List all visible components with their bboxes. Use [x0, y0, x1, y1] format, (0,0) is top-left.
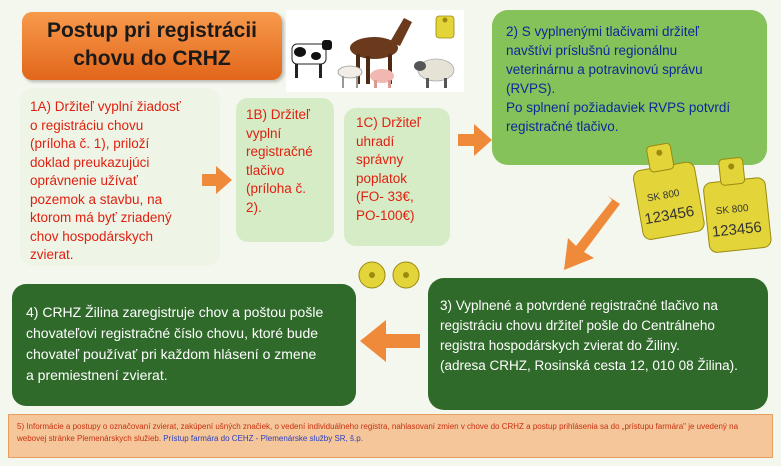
- step-1b-text-line: 1B) Držiteľ: [246, 107, 310, 122]
- step-1c-text-line: 1C) Držiteľ: [356, 115, 421, 130]
- pig-icon: [370, 69, 394, 88]
- step-2-text-line: navštívi príslušnú regionálnu: [506, 43, 678, 58]
- step-2-text-line: 2) S vyplnenými tlačivami držiteľ: [506, 24, 699, 39]
- step-2-text-line: registračné tlačivo.: [506, 119, 619, 134]
- step-1c-text-line: uhradí: [356, 133, 395, 149]
- step-1c-box: [344, 108, 450, 246]
- step-4-box: [12, 284, 356, 406]
- step-1a-text-line: (príloha č. 1), priloží: [30, 136, 150, 151]
- step-1c-text-line: správny: [356, 152, 404, 167]
- ear-tag-icon: [701, 155, 772, 253]
- step-2-text-line: veterinárnu a potravinovú správu: [506, 62, 703, 77]
- step-4-text-line: chovateľovi registračné číslo chovu, ktoré bude: [26, 325, 319, 341]
- step-1b-text-line: tlačivo: [246, 162, 285, 178]
- svg-text:123456: 123456: [643, 202, 696, 229]
- step-1a-text-line: ktorom má byť zriadený: [30, 210, 172, 225]
- step-3-text-line: registra hospodárskych zvierat do Žiliny.: [440, 338, 680, 353]
- step-3-text-line: (adresa CRHZ, Rosinská cesta 12, 010 08 Žilina).: [440, 358, 738, 373]
- sheep-icon: [414, 59, 454, 88]
- step-1b-text-line: (príloha č.: [246, 181, 307, 196]
- step-3-box: [428, 278, 768, 410]
- round-tags-image: [356, 254, 426, 296]
- ear-tag-icon: [628, 142, 705, 241]
- page-title: [22, 12, 282, 80]
- farm-animals-image: [286, 10, 464, 92]
- step-4-text-line: 4) CRHZ Žilina zaregistruje chov a poštou pošle: [26, 304, 324, 320]
- step-1a-box: [20, 88, 220, 266]
- step-1a-text-line: o registráciu chovu: [30, 117, 144, 133]
- step-2-text-line: Po splnení požiadaviek RVPS potvrdí: [506, 100, 731, 115]
- step-1c-text-line: (FO- 33€,: [356, 189, 414, 204]
- step-1a-text-line: doklad preukazujúci: [30, 154, 150, 170]
- footer-info: [8, 414, 773, 458]
- arrow-left-icon: [360, 320, 420, 362]
- svg-text:123456: 123456: [711, 218, 763, 241]
- step-1c-text-line: PO-100€): [356, 207, 415, 223]
- farmer-access-link[interactable]: Prístup farmára do CEHZ - Plemenárske služby SR, š.p.: [163, 434, 363, 443]
- step-1b-text-line: 2).: [246, 199, 262, 215]
- svg-text:SK 800: SK 800: [646, 187, 681, 205]
- ear-tag-small-icon: [436, 16, 454, 38]
- step-2-text-line: (RVPS).: [506, 81, 556, 96]
- step-1a-text-line: 1A) Držiteľ vyplní žiadosť: [30, 99, 181, 114]
- arrow-right-icon: [202, 166, 232, 194]
- step-3-text-line: registráciu chovu držiteľ pošle do Centrálneho: [440, 318, 715, 333]
- title-line-2: chovu do CRHZ: [73, 47, 231, 70]
- step-1b-text-line: vyplní: [246, 125, 282, 141]
- step-4-text-line: chovateľ používať pri každom hlásení o zmene: [26, 346, 317, 362]
- step-1a-text-line: pozemok a stavbu, na: [30, 191, 163, 207]
- ear-tags-image: [628, 142, 776, 266]
- title-line-1: Postup pri registrácii: [46, 19, 258, 42]
- step-3-text-line: 3) Vyplnené a potvrdené registračné tlačivo na: [440, 298, 718, 313]
- cow-icon: [292, 40, 332, 78]
- arrow-right-icon: [458, 124, 492, 156]
- footer-line-1: 5) Informácie a postupy o označovaní zvierat, zakúpení ušných značiek, o vedení individuálneho registra, nahlasovaní zmien v chove do CRHZ a postup prihlásenia sa do „prístupu farmára" je uvedený na: [17, 422, 739, 431]
- footer-line-2: [17, 433, 764, 445]
- arrow-down-left-icon: [560, 196, 620, 270]
- step-1a-text-line: oprávnenie užívať: [30, 173, 138, 188]
- footer-text: webovej stránke Plemenárskych služieb.: [17, 434, 164, 443]
- svg-text:SK 800: SK 800: [715, 202, 750, 218]
- step-1b-box: [236, 98, 334, 242]
- step-1a-text-line: chov hospodárskych: [30, 228, 154, 244]
- step-4-text-line: a premiestnení zvierat.: [26, 367, 168, 383]
- step-1c-text-line: poplatok: [356, 170, 408, 186]
- step-1a-text-line: zvierat.: [30, 247, 74, 262]
- step-1b-text-line: registračné: [246, 144, 313, 159]
